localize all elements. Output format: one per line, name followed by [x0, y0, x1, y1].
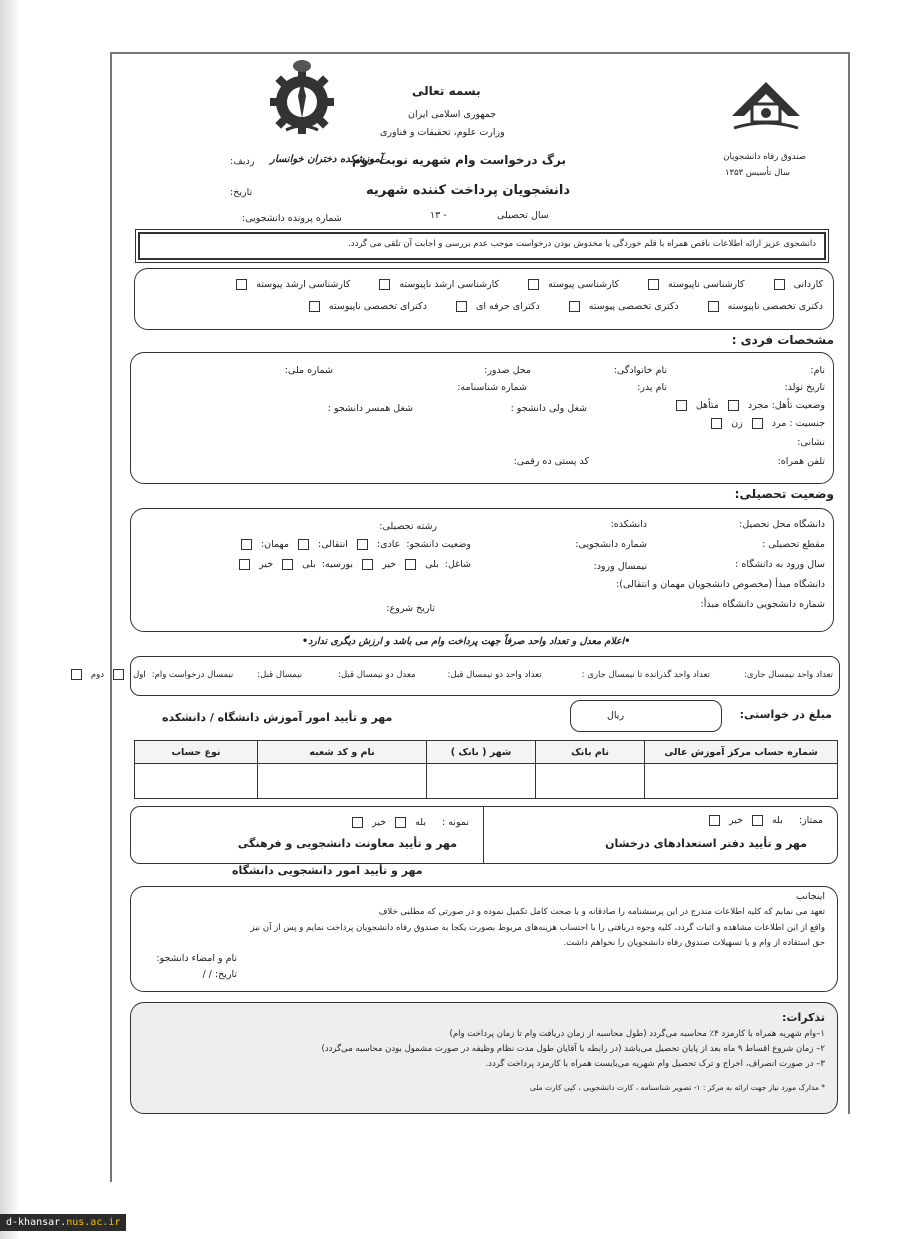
gender-male-label: جنسیت : مرد	[771, 418, 825, 429]
model-label: نمونه :	[441, 817, 469, 828]
model-no-checkbox[interactable]	[352, 817, 363, 828]
degree-phd-discontinuous-2: دکترای تخصصی ناپیوسته	[328, 301, 427, 312]
account-number-cell[interactable]	[645, 764, 838, 799]
scholarship-yes-checkbox[interactable]	[282, 559, 293, 570]
student-affairs-stamp: مهر و تأیید امور دانشجویی دانشگاه	[232, 864, 423, 877]
father-name-label: نام پدر:	[637, 382, 667, 393]
degree-bsc-continuous-checkbox[interactable]	[528, 279, 539, 290]
student-status-row	[238, 539, 471, 550]
employed-yes-label: بلی	[425, 559, 439, 570]
employment-row	[236, 559, 471, 570]
entry-term-label: نیمسال ورود:	[593, 561, 647, 572]
degree-professional-doctorate-checkbox[interactable]	[456, 301, 467, 312]
scholarship-no-label: خیر	[259, 559, 274, 570]
education-info-box	[130, 508, 834, 632]
degree-level-box	[134, 268, 834, 330]
model-no-label: خیر	[372, 817, 387, 828]
status-transfer-label: انتقالی:	[318, 539, 348, 550]
exemplary-yes-checkbox[interactable]	[752, 815, 763, 826]
degree-msc-continuous: کارشناسی ارشد پیوسته	[256, 279, 351, 290]
student-status-label: وضعیت دانشجو:	[406, 539, 471, 550]
degree-associate: کاردانی	[793, 279, 823, 290]
note-1: ١–وام شهریه همراه با کارمزد ۴٪ محاسبه می‌گردد (طول محاسبه از زمان دریافت وام تا زمان پرداخت وام)	[449, 1029, 825, 1039]
term-second-label: دوم	[90, 669, 105, 680]
scan-edge-shadow	[0, 0, 20, 1239]
model-yes-label: بله	[415, 817, 426, 828]
parent-job-label: شغل ولی دانشجو :	[510, 403, 587, 414]
employed-no-label: خیر	[382, 559, 397, 570]
degree-msc-discontinuous-checkbox[interactable]	[379, 279, 390, 290]
degree-professional-doctorate: دکترای حرفه ای	[475, 301, 540, 312]
pledge-date-label: تاریخ: / /	[202, 969, 237, 980]
ministry-emblem-icon	[264, 58, 340, 142]
model-student-row	[349, 817, 469, 828]
issue-place-label: محل صدور:	[484, 365, 531, 376]
exemplary-no-checkbox[interactable]	[709, 815, 720, 826]
amount-currency: ریال	[607, 710, 625, 721]
exemplary-no-label: خیر	[728, 815, 743, 826]
site-watermark	[0, 1214, 126, 1231]
education-section-heading: وضعیت تحصیلی:	[734, 487, 834, 501]
national-id-label: شماره ملی:	[284, 365, 333, 376]
republic-title: جمهوری اسلامی ایران	[408, 109, 497, 120]
prev-units-label: تعداد واحد دو نیمسال قبل:	[447, 669, 542, 680]
prev-term-label: نیمسال قبل:	[257, 669, 303, 680]
degree-bsc-discontinuous: کارشناسی ناپیوسته	[668, 279, 745, 290]
personal-section-heading: مشخصات فردی :	[731, 333, 834, 347]
status-guest-label: مهمان:	[260, 539, 289, 550]
talent-office-stamp: مهر و تأیید دفتر استعدادهای درخشان	[605, 837, 807, 850]
request-term-label: نیمسال درخواست وام:	[151, 669, 234, 680]
gender-female-label: زن	[731, 418, 743, 429]
birth-date-label: تاریخ تولد:	[784, 382, 825, 393]
bismillah: بسمه تعالی	[412, 84, 481, 98]
degree-phd-discontinuous-checkbox[interactable]	[708, 301, 719, 312]
exemplary-yes-label: بله	[771, 815, 783, 826]
pledge-intro: اینجانب	[795, 891, 825, 902]
degree-phd-discontinuous-2-checkbox[interactable]	[309, 301, 320, 312]
gender-male-checkbox[interactable]	[752, 418, 763, 429]
status-guest-checkbox[interactable]	[241, 539, 252, 550]
bank-table-row	[135, 764, 838, 799]
bank-account-table	[134, 740, 838, 799]
status-regular-checkbox[interactable]	[357, 539, 368, 550]
bank-table-header-row	[135, 741, 838, 764]
required-documents: * مدارک مورد نیاز جهت ارائه به مرکز : ١- تصویر شناسنامه ، کارت دانشجویی ، کپی کارت ملی	[529, 1083, 825, 1092]
note-3: ٣– در صورت انصراف، اخراج و ترک تحصیل وام شهریه می‌بایست همراه با کارمزد پرداخت گردد.	[485, 1059, 825, 1069]
student-file-label: شماره پرونده دانشجویی:	[242, 213, 342, 224]
col-bank-city: شهر ( بانک )	[427, 741, 536, 764]
warning-banner	[138, 232, 826, 260]
name-label: نام:	[810, 365, 825, 376]
prev-gpa-label: معدل دو نیمسال قبل:	[338, 669, 416, 680]
degree-bsc-continuous: کارشناسی پیوسته	[548, 279, 620, 290]
address-label: نشانی:	[797, 437, 825, 448]
notes-title: تذکرات:	[782, 1011, 825, 1024]
entry-year-label: سال ورود به دانشگاه :	[735, 559, 825, 570]
pledge-line-3: حق استفاده از وام و یا تسهیلات صندوق رفاه دانشجویان را نخواهم داشت.	[563, 938, 825, 948]
degree-phd-continuous: دکتری تخصصی پیوسته	[588, 301, 679, 312]
branch-cell[interactable]	[258, 764, 427, 799]
term-first-checkbox[interactable]	[113, 669, 124, 680]
academic-year-value: - ١٣	[430, 210, 447, 221]
employed-yes-checkbox[interactable]	[405, 559, 416, 570]
employed-label: شاغل:	[444, 559, 471, 570]
scan-border-right	[848, 52, 850, 1114]
note-2: ٢– زمان شروع اقساط ٩ ماه بعد از پایان تحصیل می‌باشد (در رابطه با آقایان طول مدت نظام وظیفه در صورت مشمول بودن محاسبه می‌گردد)	[321, 1044, 825, 1054]
degree-level-label: مقطع تحصیلی :	[762, 539, 825, 550]
bank-name-cell[interactable]	[536, 764, 645, 799]
marital-married-checkbox[interactable]	[676, 400, 687, 411]
founded-year: سال تأسیس ١٣۵٣	[724, 168, 790, 178]
account-type-cell[interactable]	[135, 764, 258, 799]
col-account-number: شماره حساب مرکز آموزش عالی	[645, 741, 838, 764]
col-bank-name: نام بانک	[536, 741, 645, 764]
marital-status-row	[673, 400, 825, 411]
faculty-label: دانشکده:	[610, 519, 647, 530]
family-name-label: نام خانوادگی:	[613, 365, 667, 376]
fund-name: صندوق رفاه دانشجویان	[723, 152, 806, 162]
degree-bsc-discontinuous-checkbox[interactable]	[648, 279, 659, 290]
term-first-label: اول	[133, 669, 146, 680]
col-account-type: نوع حساب	[135, 741, 258, 764]
watermark-prefix: d-khansar.	[6, 1217, 67, 1228]
student-number-label: شماره دانشجویی:	[575, 539, 647, 550]
passed-units-label: تعداد واحد گذرانده تا نیمسال جاری :	[581, 669, 710, 680]
scholarship-yes-label: بلی	[302, 559, 316, 570]
signature-label: نام و امضاء دانشجو:	[156, 953, 237, 964]
spouse-job-label: شغل همسر دانشجو :	[327, 403, 413, 414]
university-label: دانشگاه محل تحصیل:	[739, 519, 825, 530]
origin-student-number-label: شماره دانشجویی دانشگاه مبدأ:	[700, 599, 825, 610]
exemplary-label: ممتاز:	[798, 815, 823, 826]
pledge-box	[130, 886, 838, 992]
status-regular-label: عادی:	[376, 539, 401, 550]
form-page	[90, 52, 848, 1116]
model-yes-checkbox[interactable]	[395, 817, 406, 828]
marital-single-label: وضعیت تأهل: مجرد	[747, 400, 825, 411]
origin-university-label: دانشگاه مبدأ (مخصوص دانشجویان مهمان و انتقالی):	[616, 579, 825, 590]
approvals-box	[130, 806, 838, 864]
row-label: ردیف:	[230, 156, 255, 167]
start-date-label: تاریخ شروع:	[386, 603, 435, 614]
term-second-checkbox[interactable]	[71, 669, 82, 680]
units-box	[90, 656, 840, 696]
form-title: برگ درخواست وام شهریه نوبت دوم	[352, 153, 566, 167]
postal-code-label: کد پستی ده رقمی:	[513, 456, 589, 467]
form-subtitle: دانشجویان پرداخت کننده شهریه	[366, 183, 570, 198]
degree-msc-continuous-checkbox[interactable]	[236, 279, 247, 290]
employed-no-checkbox[interactable]	[362, 559, 373, 570]
pledge-line-2: واقع از این اطلاعات مشاهده و اثبات گردد، کلیه وجوه دریافتی را با احتساب هزینه‌های مربوط بصورت یکجا به صندوق رفاه دانشجویان پرداخت نمایم و پس از آن نیز	[250, 923, 825, 933]
marital-single-checkbox[interactable]	[728, 400, 739, 411]
pledge-line-1: تعهد می نمایم که کلیه اطلاعات مندرج در این پرسشنامه را صادقانه و با صحت کامل تکمیل نموده و در صورتی که مطلبی خلاف	[378, 907, 825, 917]
welfare-fund-logo-icon	[726, 78, 806, 138]
gender-row	[708, 418, 825, 429]
date-label: تاریخ:	[230, 187, 253, 198]
bank-city-cell[interactable]	[427, 764, 536, 799]
degree-associate-checkbox[interactable]	[774, 279, 785, 290]
vice-chancellor-stamp: مهر و تأیید معاونت دانشجویی و فرهنگی	[237, 837, 457, 850]
ministry-title: وزارت علوم، تحقیقات و فناوری	[380, 127, 505, 138]
school-name: آموزشکده دختران خوانسار	[270, 154, 383, 165]
gender-female-checkbox[interactable]	[711, 418, 722, 429]
degree-row-2	[306, 301, 823, 312]
notes-box	[130, 1002, 838, 1114]
approvals-divider	[483, 807, 484, 863]
warning-text: دانشجوی عزیز ارائه اطلاعات ناقص همراه با قلم خوردگی یا مخدوش بودن درخواست موجب عدم بررسی و اجابت آن تلقی می گردد.	[348, 239, 816, 249]
marital-married-label: متأهل	[695, 400, 719, 411]
education-stamp-label: مهر و تأیید امور آموزش دانشگاه / دانشکده	[162, 711, 393, 724]
degree-msc-discontinuous: کارشناسی ارشد ناپیوسته	[399, 279, 500, 290]
id-number-label: شماره شناسنامه:	[457, 382, 527, 393]
gpa-notice: •اعلام معدل و تعداد واحد صرفاً جهت پرداخت وام می باشد و ارزش دیگری ندارد•	[302, 636, 631, 647]
scholarship-no-checkbox[interactable]	[239, 559, 250, 570]
mobile-label: تلفن همراه:	[777, 456, 825, 467]
academic-year-label: سال تحصیلی	[497, 210, 549, 221]
exemplary-row	[706, 815, 823, 826]
scholarship-label: بورسیه:	[321, 559, 354, 570]
major-label: رشته تحصیلی:	[379, 521, 437, 532]
units-row	[68, 669, 833, 680]
current-units-label: تعداد واحد نیمسال جاری:	[743, 669, 833, 680]
amount-field[interactable]	[570, 700, 722, 732]
status-transfer-checkbox[interactable]	[298, 539, 309, 550]
degree-phd-continuous-checkbox[interactable]	[569, 301, 580, 312]
personal-info-box	[130, 352, 834, 484]
degree-phd-discontinuous: دکتری تخصصی ناپیوسته	[727, 301, 823, 312]
amount-label: مبلغ در خواستی:	[739, 708, 832, 721]
watermark-domain: nus.ac.ir	[66, 1217, 121, 1228]
degree-row-1	[233, 279, 823, 290]
col-branch: نام و کد شعبه	[258, 741, 427, 764]
